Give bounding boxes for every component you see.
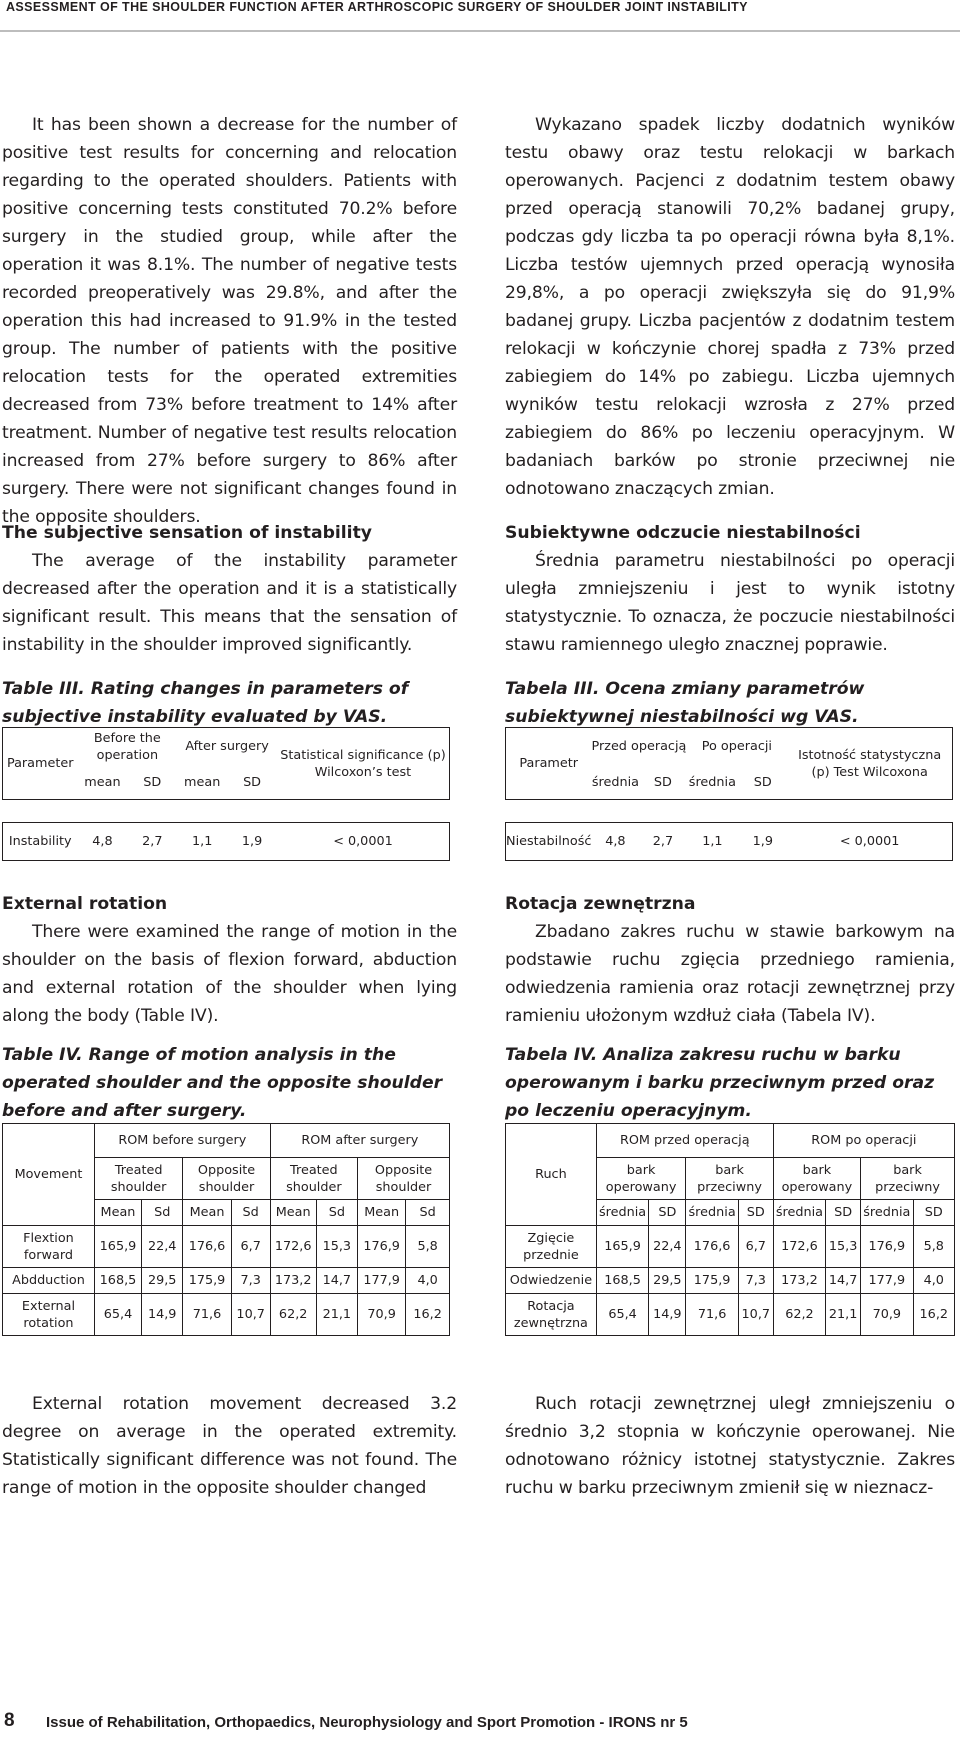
en-external-heading: External rotation [2, 894, 168, 914]
table-cell: 71,6 [686, 1294, 738, 1336]
table-cell: 168,5 [94, 1268, 141, 1294]
en-subjective-section [2, 519, 457, 659]
table-cell: 15,3 [826, 1226, 861, 1268]
en-t3-row-instability [3, 823, 450, 861]
pl-t3-row-instability [506, 823, 953, 861]
pl-t4-treated-after: bark operowany [773, 1158, 860, 1200]
pl-t3-row-label: Niestabilność [506, 823, 592, 861]
table-cell: 29,5 [142, 1268, 183, 1294]
en-t4-sd: Sd [406, 1200, 450, 1226]
pl-t3-sig-header: Istotność statystyczna (p) Test Wilcoxona [787, 728, 952, 800]
en-t3-before-mean-value: 4,8 [77, 823, 127, 861]
en-t4-sd: Sd [142, 1200, 183, 1226]
pl-t4-opposite-after: bark przeciwny [861, 1158, 955, 1200]
table-cell: 14,9 [649, 1294, 686, 1336]
en-t3-p-value: < 0,0001 [277, 823, 450, 861]
table-cell: 165,9 [94, 1226, 141, 1268]
table-cell: 173,2 [270, 1268, 316, 1294]
pl-subjective-heading: Subiektywne odczucie niestabilności [505, 523, 861, 543]
en-subjective-heading: The subjective sensation of instability [2, 523, 372, 543]
en-subjective-paragraph: The average of the instability parameter decreased after the operation and it is a statistically significant result. This means that the sensation of instability in the shoulder improved significantly. [2, 551, 457, 655]
pl-t3-sd-before: SD [639, 766, 686, 800]
en-t4-row-external [3, 1294, 450, 1336]
table-cell: 177,9 [358, 1268, 406, 1294]
pl-t4-mean: średnia [773, 1200, 825, 1226]
pl-t4-row-flexion [506, 1226, 955, 1268]
table-cell: 172,6 [773, 1226, 825, 1268]
en-t4-row-label: Flextion forward [3, 1226, 95, 1268]
en-t4-after-header: ROM after surgery [270, 1124, 449, 1158]
pl-t4-mean: średnia [686, 1200, 738, 1226]
pl-last-paragraph-block [505, 1390, 955, 1502]
en-external-section [2, 890, 457, 1030]
journal-name: Issue of Rehabilitation, Orthopaedics, Neurophysiology and Sport Promotion - IRONS nr 5 [46, 1714, 688, 1731]
pl-t4-mean: średnia [861, 1200, 913, 1226]
table-cell: 175,9 [183, 1268, 231, 1294]
en-t3-sig-header: Statistical significance (p) Wilcoxon’s test [277, 728, 450, 800]
pl-t4-row-label: Odwiedzenie [506, 1268, 597, 1294]
pl-t4-row-external [506, 1294, 955, 1336]
table-cell: 65,4 [94, 1294, 141, 1336]
table-cell: 176,6 [686, 1226, 738, 1268]
table-cell: 6,7 [738, 1226, 773, 1268]
pl-t4-row-label: Rotacja zewnętrzna [506, 1294, 597, 1336]
pl-t4-sd: SD [738, 1200, 773, 1226]
table-cell: 14,7 [826, 1268, 861, 1294]
en-table3-caption: Table III. Rating changes in parameters of subjective instability evaluated by VAS. [2, 679, 409, 727]
pl-t4-mean: średnia [596, 1200, 648, 1226]
table-cell: 65,4 [596, 1294, 648, 1336]
pl-t4-sd: SD [913, 1200, 954, 1226]
pl-t4-before-header: ROM przed operacją [596, 1124, 773, 1158]
pl-results-paragraph-block [505, 111, 955, 503]
pl-table4-caption-block [505, 1041, 955, 1125]
pl-table4 [505, 1123, 955, 1336]
table-cell: 16,2 [406, 1294, 450, 1336]
table-cell: 5,8 [913, 1226, 954, 1268]
header-rule [0, 30, 960, 32]
page-number: 8 [4, 1710, 15, 1731]
en-table3-caption-block [2, 675, 457, 731]
en-last-paragraph-block [2, 1390, 457, 1502]
table-cell: 5,8 [406, 1226, 450, 1268]
en-t3-after-header: After surgery [177, 728, 277, 766]
en-results-paragraph-block [2, 111, 457, 531]
en-t4-sd: Sd [231, 1200, 270, 1226]
table-cell: 14,9 [142, 1294, 183, 1336]
table-cell: 4,0 [406, 1268, 450, 1294]
en-t3-after-sd-value: 1,9 [227, 823, 277, 861]
table-cell: 165,9 [596, 1226, 648, 1268]
en-t3-sd-before: SD [127, 766, 177, 800]
en-t3-mean-after: mean [177, 766, 227, 800]
en-t4-mean: Mean [358, 1200, 406, 1226]
en-table4-caption: Table IV. Range of motion analysis in the operated shoulder and the opposite shoulder before and after surgery. [2, 1045, 443, 1121]
pl-t3-mean-after: średnia [686, 766, 738, 800]
table-cell: 62,2 [773, 1294, 825, 1336]
pl-external-paragraph: Zbadano zakres ruchu w stawie barkowym na podstawie ruchu zgięcia przedniego ramienia, odwiedzenia ramienia oraz rotacji zewnętrznej przy ramieniu ułożonym wzdłuż ciała (Tabela IV). [505, 922, 955, 1026]
pl-t4-movement-header: Ruch [506, 1124, 597, 1226]
table-cell: 177,9 [861, 1268, 913, 1294]
pl-t4-treated-before: bark operowany [596, 1158, 686, 1200]
pl-t4-row-abduction [506, 1268, 955, 1294]
table-cell: 168,5 [596, 1268, 648, 1294]
pl-t4-row-label: Zgięcie przednie [506, 1226, 597, 1268]
en-t4-before-header: ROM before surgery [94, 1124, 270, 1158]
pl-t4-opposite-before: bark przeciwny [686, 1158, 773, 1200]
pl-t4-sd: SD [649, 1200, 686, 1226]
en-t4-row-label: External rotation [3, 1294, 95, 1336]
table-cell: 10,7 [738, 1294, 773, 1336]
pl-table3-caption-block [505, 675, 955, 731]
table-cell: 21,1 [316, 1294, 357, 1336]
pl-t3-before-sd-value: 2,7 [639, 823, 686, 861]
en-external-paragraph: There were examined the range of motion in the shoulder on the basis of flexion forward, abduction and external rotation of the shoulder when lying along the body (Table IV). [2, 922, 457, 1026]
running-title: ASSESSMENT OF THE SHOULDER FUNCTION AFTER ARTHROSCOPIC SURGERY OF SHOULDER JOINT INSTABILITY [6, 0, 748, 14]
en-t3-before-header: Before the operation [77, 728, 177, 766]
table-cell: 10,7 [231, 1294, 270, 1336]
en-t4-row-flexion [3, 1226, 450, 1268]
en-t4-mean: Mean [270, 1200, 316, 1226]
pl-external-section [505, 890, 955, 1030]
table-cell: 21,1 [826, 1294, 861, 1336]
pl-subjective-paragraph: Średnia parametru niestabilności po operacji uległa zmniejszeniu i jest to wynik istotny statystycznie. To oznacza, że poczucie niestabilności stawu ramiennego uległo znacznej poprawie. [505, 551, 955, 655]
table-cell: 175,9 [686, 1268, 738, 1294]
table-cell: 70,9 [861, 1294, 913, 1336]
pl-results-paragraph: Wykazano spadek liczby dodatnich wyników testu obawy oraz testu relokacji w barkach operowanych. Pacjenci z dodatnim testem obawy przed operacją stanowili 70,2% badanej grupy, podczas gdy liczba ta po operacji równa była 8,1%. Liczba testów ujemnych przed operacją wynosiła 29,8%, a po operacji zwiększyła się do 91,9% badanej grupy. Liczba pacjentów z dodatnim testem relokacji w kończynie chorej spadła z 73% przed zabiegiem do 14% po zabiegu. Liczba ujemnych wyników testu relokacji wzrosła z 27% przed zabiegiem do 86% po leczeniu operacyjnym. W badaniach barków po stronie przeciwnej nie odnotowano znaczących zmian. [505, 115, 955, 499]
table-cell: 22,4 [649, 1226, 686, 1268]
table-cell: 7,3 [738, 1268, 773, 1294]
en-t4-treated-before: Treated shoulder [94, 1158, 182, 1200]
en-t4-mean: Mean [94, 1200, 141, 1226]
pl-table3-caption: Tabela III. Ocena zmiany parametrów subiektywnej niestabilności wg VAS. [505, 679, 865, 727]
en-t4-opposite-after: Opposite shoulder [358, 1158, 450, 1200]
running-head [0, 0, 960, 32]
pl-last-paragraph: Ruch rotacji zewnętrznej uległ zmniejszeniu o średnio 3,2 stopnia w kończynie operowanej. Nie odnotowano różnicy istotnej statystycznie. Zakres ruchu w barku przeciwnym zmienił się w nieznacz- [505, 1394, 955, 1498]
table-cell: 16,2 [913, 1294, 954, 1336]
pl-table4-caption: Tabela IV. Analiza zakresu ruchu w barku operowanym i barku przeciwnym przed oraz po leczeniu operacyjnym. [505, 1045, 935, 1121]
en-table4 [2, 1123, 450, 1336]
en-t3-param-header: Parameter [3, 728, 78, 800]
table-cell: 22,4 [142, 1226, 183, 1268]
table-cell: 15,3 [316, 1226, 357, 1268]
pl-table3 [505, 727, 953, 861]
page-footer [0, 1700, 960, 1740]
pl-t3-before-header: Przed operacją [591, 728, 686, 766]
en-t3-row-label: Instability [3, 823, 78, 861]
table-cell: 173,2 [773, 1268, 825, 1294]
pl-external-heading: Rotacja zewnętrzna [505, 894, 696, 914]
table-cell: 70,9 [358, 1294, 406, 1336]
pl-t4-after-header: ROM po operacji [773, 1124, 954, 1158]
table-cell: 172,6 [270, 1226, 316, 1268]
table-cell: 71,6 [183, 1294, 231, 1336]
table-cell: 4,0 [913, 1268, 954, 1294]
en-t3-before-sd-value: 2,7 [127, 823, 177, 861]
en-t3-mean-before: mean [77, 766, 127, 800]
pl-subjective-section [505, 519, 955, 659]
en-t4-treated-after: Treated shoulder [270, 1158, 357, 1200]
en-t4-sd: Sd [316, 1200, 357, 1226]
en-results-paragraph: It has been shown a decrease for the number of positive test results for concerning and relocation regarding to the operated shoulders. Patients with positive concerning tests constituted 70.2% before surgery in the studied group, while after the operation it was 8.1%. The number of negative tests recorded preoperatively was 29.8%, and after the operation this had increased to 91.9% in the tested group. The number of patients with the positive relocation tests for the operated extremities decreased from 73% before treatment to 14% after treatment. Number of negative test results relocation increased from 27% before surgery to 86% after surgery. There were not significant changes found in the opposite shoulders. [2, 115, 457, 527]
en-last-paragraph: External rotation movement decreased 3.2 degree on average in the operated extremity. Statistically significant difference was not found. The range of motion in the opposite shoulder changed [2, 1394, 457, 1498]
en-t4-row-label: Abdduction [3, 1268, 95, 1294]
pl-t4-sd: SD [826, 1200, 861, 1226]
en-table4-caption-block [2, 1041, 457, 1125]
table-cell: 29,5 [649, 1268, 686, 1294]
pl-t3-after-sd-value: 1,9 [738, 823, 787, 861]
pl-t3-before-mean-value: 4,8 [591, 823, 639, 861]
pl-t3-sd-after: SD [738, 766, 787, 800]
en-table3 [2, 727, 450, 861]
en-t4-mean: Mean [183, 1200, 231, 1226]
en-t4-movement-header: Movement [3, 1124, 95, 1226]
pl-t3-param-header: Parametr [506, 728, 592, 800]
en-t3-after-mean-value: 1,1 [177, 823, 227, 861]
table-cell: 62,2 [270, 1294, 316, 1336]
en-t3-sd-after: SD [227, 766, 277, 800]
pl-t3-after-mean-value: 1,1 [686, 823, 738, 861]
table-cell: 176,9 [358, 1226, 406, 1268]
table-cell: 7,3 [231, 1268, 270, 1294]
table-cell: 176,6 [183, 1226, 231, 1268]
table-cell: 14,7 [316, 1268, 357, 1294]
table-cell: 176,9 [861, 1226, 913, 1268]
pl-t3-after-header: Po operacji [686, 728, 787, 766]
en-t4-opposite-before: Opposite shoulder [183, 1158, 270, 1200]
table-cell: 6,7 [231, 1226, 270, 1268]
pl-t3-mean-before: średnia [591, 766, 639, 800]
en-t4-row-abduction [3, 1268, 450, 1294]
pl-t3-p-value: < 0,0001 [787, 823, 952, 861]
